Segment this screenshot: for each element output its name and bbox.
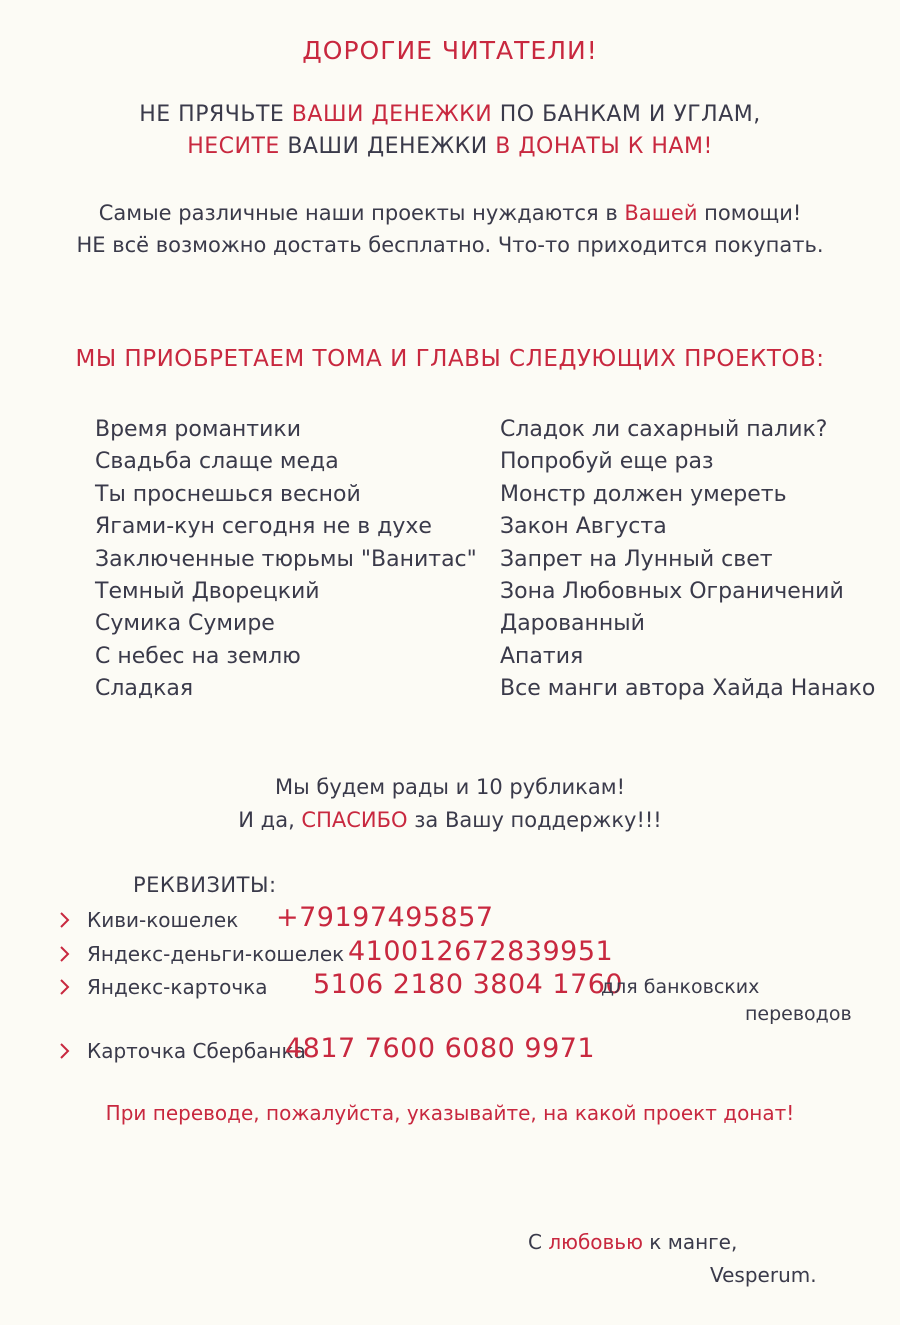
- signature-part-c: к манге,: [642, 1230, 738, 1254]
- projects-list-left: [95, 414, 477, 706]
- project-item: Закон Августа: [500, 514, 667, 540]
- project-item: Время романтики: [95, 417, 302, 442]
- requisite-value: 5106 2180 3804 1760: [313, 969, 624, 1000]
- signature-name: Vesperum.: [710, 1263, 817, 1287]
- project-item: Все манги автора Хайда Нанако: [500, 676, 876, 702]
- requisites-title: РЕКВИЗИТЫ:: [133, 873, 277, 897]
- project-item: Ты проснешься весной: [95, 481, 361, 507]
- requisite-note-continued: переводов: [745, 1003, 852, 1025]
- chevron-right-icon: [58, 978, 70, 996]
- requisite-label: Яндекс-карточка: [87, 975, 268, 999]
- project-item: С небес на землю: [95, 643, 301, 669]
- chevron-right-icon: [58, 911, 70, 929]
- project-item: Ягами-кун сегодня не в духе: [95, 514, 432, 540]
- project-item: Сумика Сумире: [95, 611, 275, 637]
- project-item: Запрет на Лунный свет: [500, 546, 773, 572]
- thanks-line-2: [0, 808, 900, 832]
- slogan-line-1-part-b: ВАШИ ДЕНЕЖКИ: [291, 102, 493, 127]
- chevron-right-icon: [58, 1042, 70, 1060]
- chevron-right-icon: [58, 945, 70, 963]
- slogan-line-2-part-b: ВАШИ ДЕНЕЖКИ: [279, 134, 496, 159]
- requisite-value: 410012672839951: [348, 936, 614, 967]
- project-item: Апатия: [500, 643, 584, 669]
- requisite-value: +79197495857: [276, 902, 494, 933]
- project-item: Попробуй еще раз: [500, 449, 714, 475]
- project-item: Заключенные тюрьмы "Ванитас": [95, 546, 477, 572]
- project-item: Монстр должен умереть: [500, 481, 787, 507]
- thanks-line-1: Мы будем рады и 10 рубликам!: [275, 775, 625, 799]
- signature-part-a: С: [528, 1230, 549, 1254]
- project-item: Свадьба слаще меда: [95, 449, 339, 475]
- signature-line-1: [528, 1230, 737, 1254]
- projects-list-right: [500, 414, 875, 706]
- requisite-label: Киви-кошелек: [87, 908, 239, 932]
- slogan-line-1: [0, 102, 900, 127]
- thanks-line-2-part-b: СПАСИБО: [301, 808, 408, 832]
- thanks-line-2-part-a: И да,: [238, 808, 302, 832]
- projects-heading: МЫ ПРИОБРЕТАЕМ ТОМА И ГЛАВЫ СЛЕДУЮЩИХ ПРОЕКТОВ:: [75, 346, 825, 372]
- signature-part-b: любовью: [548, 1230, 643, 1254]
- project-item: Зона Любовных Ограничений: [500, 579, 844, 605]
- requisite-label: Яндекс-деньги-кошелек: [87, 942, 345, 966]
- requisite-sberbank: [0, 1033, 900, 1073]
- project-item: Темный Дворецкий: [95, 579, 320, 605]
- requisite-value: 4817 7600 6080 9971: [285, 1033, 596, 1064]
- slogan-line-2-part-c: В ДОНАТЫ К НАМ!: [495, 134, 713, 159]
- page-title: ДОРОГИЕ ЧИТАТЕЛИ!: [302, 36, 598, 65]
- paragraph-line-1: [0, 201, 900, 225]
- slogan-line-1-part-c: ПО БАНКАМ И УГЛАМ,: [492, 102, 761, 127]
- paragraph-line-1-part-a: Самые различные наши проекты нуждаются в: [98, 201, 625, 225]
- requisite-label: Карточка Сбербанка: [87, 1039, 306, 1063]
- project-item: Сладкая: [95, 676, 194, 702]
- donation-notice: При переводе, пожалуйста, указывайте, на какой проект донат!: [105, 1101, 795, 1125]
- thanks-line-2-part-c: за Вашу поддержку!!!: [407, 808, 662, 832]
- requisite-note: для банковских: [601, 976, 760, 998]
- project-item: Дарованный: [500, 611, 645, 637]
- slogan-line-2-part-a: НЕСИТЕ: [187, 134, 280, 159]
- paragraph-line-1-part-b: Вашей: [624, 201, 698, 225]
- slogan-line-1-part-a: НЕ ПРЯЧЬТЕ: [139, 102, 292, 127]
- project-item: Сладок ли сахарный палик?: [500, 417, 828, 442]
- slogan-line-2: [0, 134, 900, 159]
- paragraph-line-2: НЕ всё возможно достать бесплатно. Что-то приходится покупать.: [76, 233, 824, 257]
- paragraph-line-1-part-c: помощи!: [697, 201, 802, 225]
